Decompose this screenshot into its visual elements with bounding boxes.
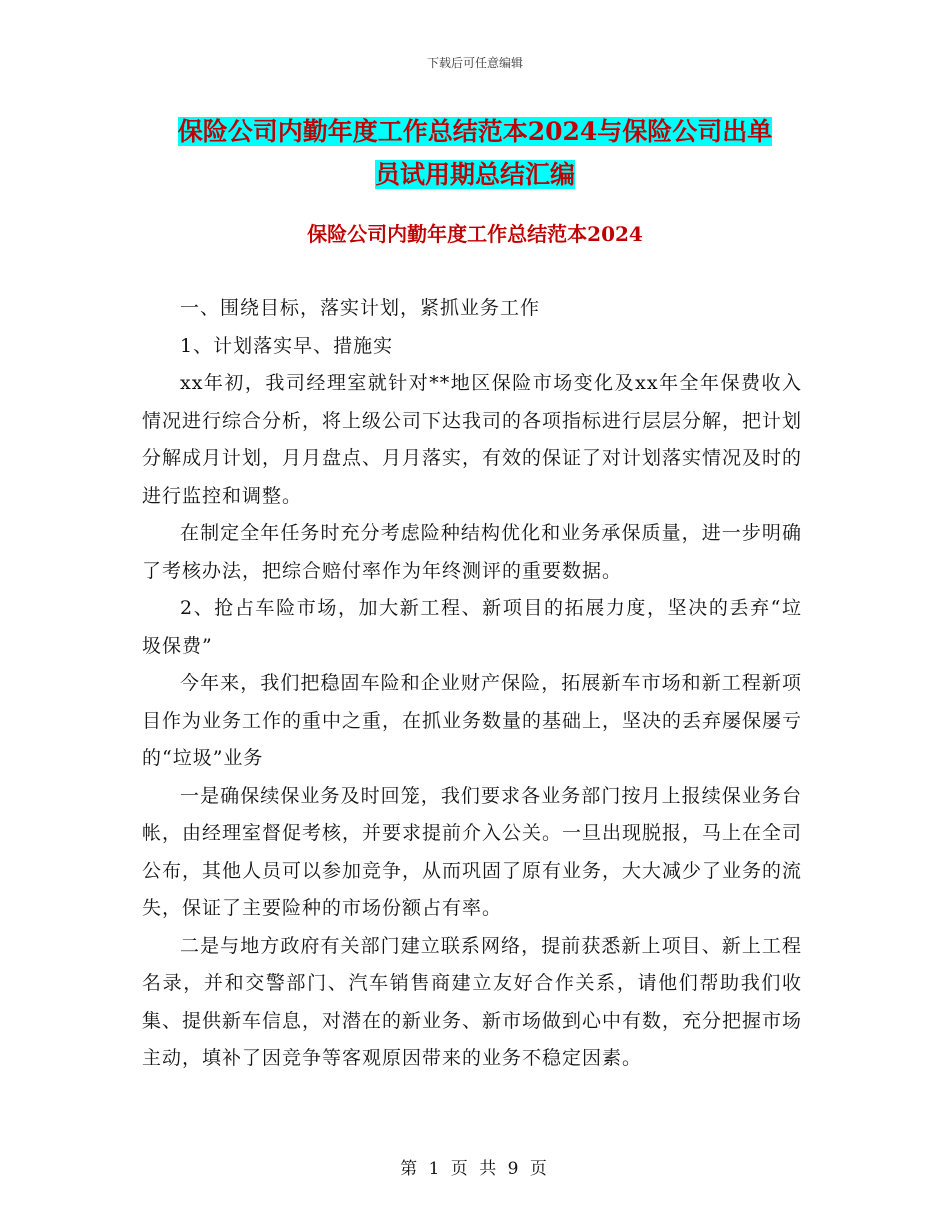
paragraph: 今年来，我们把稳固车险和企业财产保险，拓展新车市场和新工程新项目作为业务工作的重中之重，在抓业务数量的基础上，坚决的丢弃屡保屡亏的“垃圾”业务 [142,672,803,769]
document-title-line-1 [0,108,950,155]
title-line-2-text: 员试用期总结汇编 [374,160,575,189]
paragraph: 1、计划落实早、措施实 [180,334,394,357]
body-text [142,290,802,1078]
paragraph: 一是确保续保业务及时回笼，我们要求各业务部门按月上报续保业务台帐，由经理室督促考核，并要求提前介入公关。一旦出现脱报，马上在全司公布，其他人员可以参加竞争，从而巩固了原有业务，大大减少了业务的流失，保证了主要险种的市场份额占有率。 [142,784,803,919]
page-number-footer: 第 1 页 共 9 页 [400,1159,550,1179]
paragraph: xx年初，我司经理室就针对**地区保险市场变化及xx年全年保费收入情况进行综合分析，将上级公司下达我司的各项指标进行层层分解，把计划分解成月计划，月月盘点、月月落实，有效的保证了对计划落实情况及时的进行监控和调整。 [142,372,803,507]
paragraph: 一、围绕目标，落实计划，紧抓业务工作 [180,297,541,319]
paragraph: 在制定全年任务时充分考虑险种结构优化和业务承保质量，进一步明确了考核办法，把综合赔付率作为年终测评的重要数据。 [142,522,802,582]
document-title-line-2 [0,151,950,198]
page-header-note: 下载后可任意编辑 [426,56,523,70]
section-title: 保险公司内勤年度工作总结范本2024 [307,222,643,246]
title-line-1-text: 保险公司内勤年度工作总结范本2024与保险公司出单 [177,117,773,146]
paragraph: 2、抢占车险市场，加大新工程、新项目的拓展力度，坚决的丢弃“垃圾保费” [142,597,802,657]
paragraph: 二是与地方政府有关部门建立联系网络，提前获悉新上项目、新上工程名录，并和交警部门、汽车销售商建立友好合作关系，请他们帮助我们收集、提供新车信息，对潜在的新业务、新市场做到心中有数，充分把握市场主动，填补了因竞争等客观原因带来的业务不稳定因素。 [142,934,803,1069]
